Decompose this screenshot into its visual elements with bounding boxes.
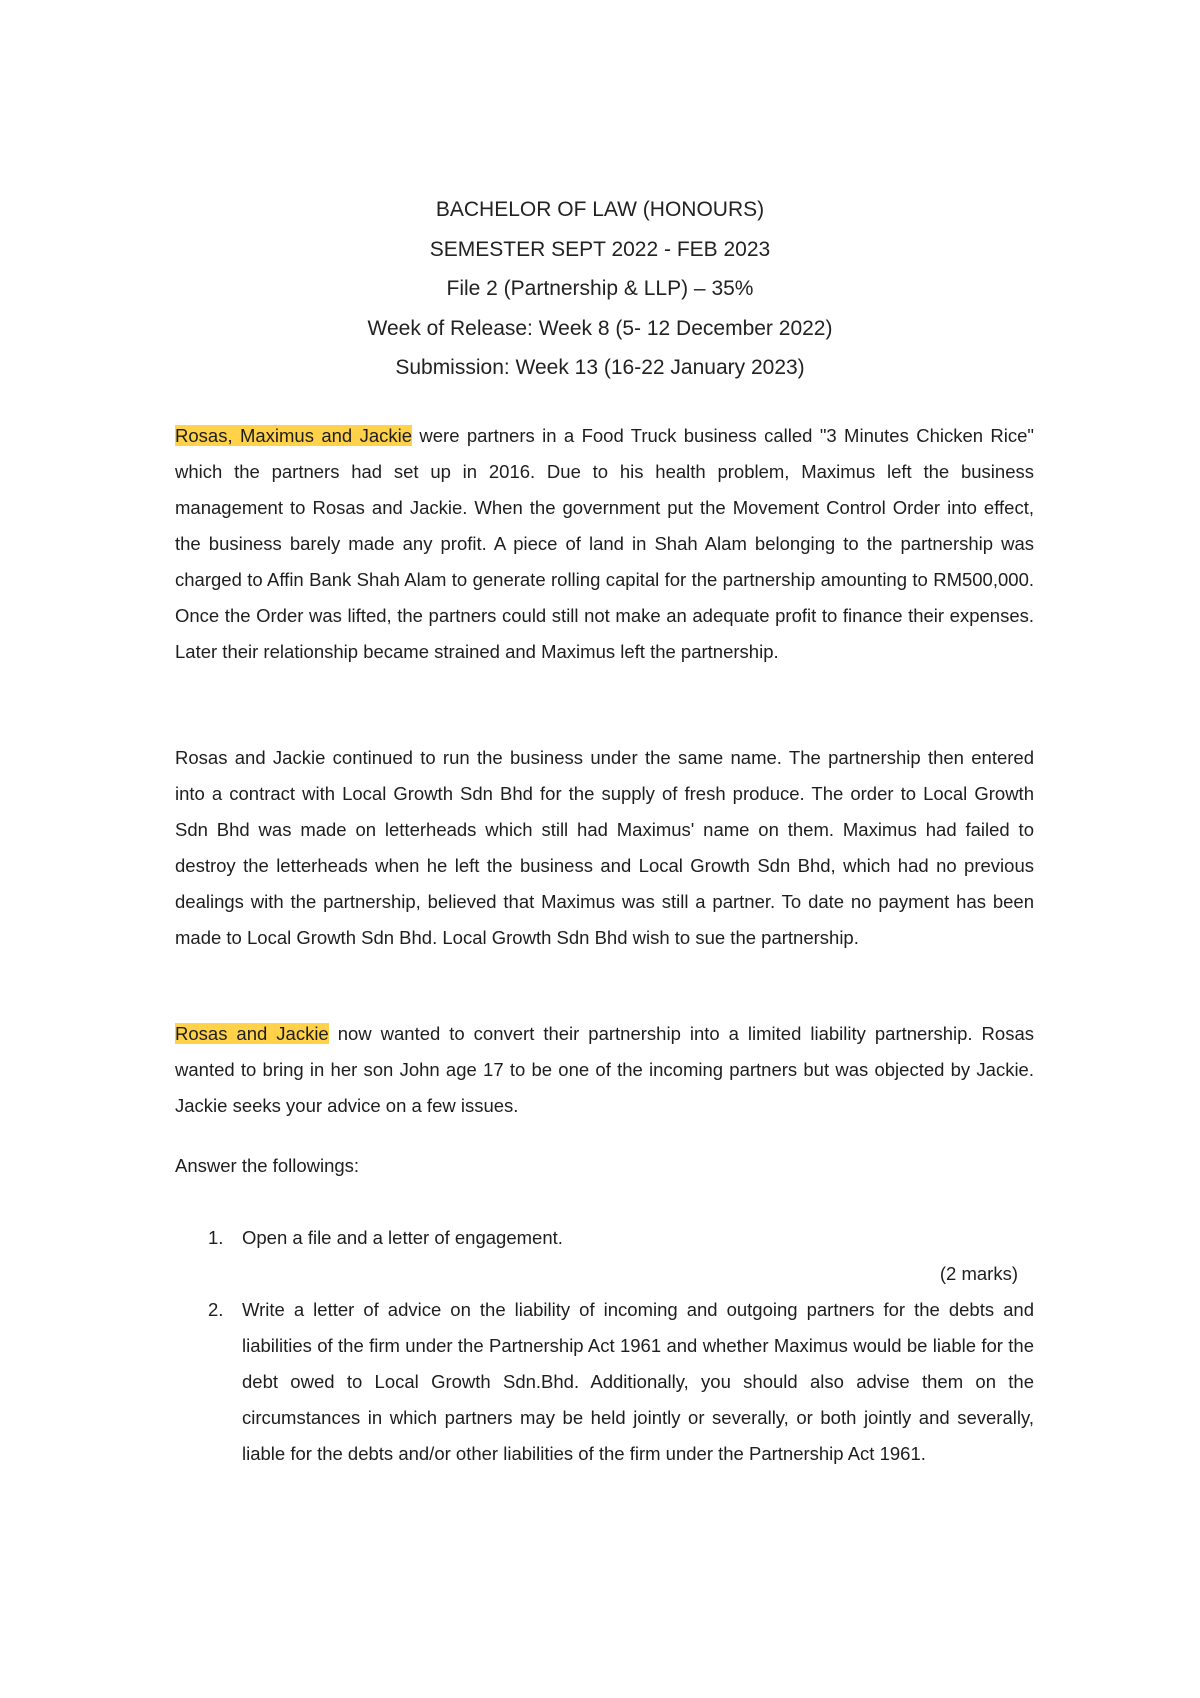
programme-title: BACHELOR OF LAW (HONOURS): [435, 198, 765, 221]
release-week: Week of Release: Week 8 (5- 12 December 2022): [367, 316, 833, 340]
semester-line: SEMESTER SEPT 2022 - FEB 2023: [429, 237, 771, 261]
question-number: 1.: [208, 1227, 224, 1248]
question-marks: (2 marks): [939, 1263, 1018, 1284]
question-text: Open a file and a letter of engagement.: [242, 1227, 563, 1248]
highlighted-partners-names: Rosas, Maximus and Jackie: [175, 425, 413, 446]
question-item: [175, 1292, 1034, 1472]
paragraph-1-text: were partners in a Food Truck business called "3 Minutes Chicken Rice" which the partners had set up in 2016. Due to his health problem, Maximus left the business management to Rosas and Jackie. When the government put the Movement Control Order into effect, the business barely made any profit. A piece of land in Shah Alam belonging to the partnership was charged to Affin Bank Shah Alam to generate rolling capital for the partnership amounting to RM500,000. Once the Order was lifted, the partners could still not make an adequate profit to finance their expenses. Later their relationship became strained and Maximus left the partnership.: [175, 425, 1034, 662]
question-marks-row: [175, 1256, 1034, 1292]
question-item: [175, 1220, 1034, 1256]
instructions-line: Answer the followings:: [175, 1155, 360, 1176]
highlighted-remaining-partners: Rosas and Jackie: [175, 1023, 329, 1044]
document-header: [0, 190, 1200, 388]
question-number: 2.: [208, 1299, 224, 1320]
scenario-paragraph-1: [175, 418, 1034, 670]
file-title: File 2 (Partnership & LLP) – 35%: [446, 277, 754, 300]
submission-week: Submission: Week 13 (16-22 January 2023): [395, 356, 805, 379]
question-text: Write a letter of advice on the liability of incoming and outgoing partners for the debts and liabilities of the firm under the Partnership Act 1961 and whether Maximus would be liable for the debt owed to Local Growth Sdn.Bhd. Additionally, you should also advise them on the circumstances in which partners may be held jointly or severally, or both jointly and severally, liable for the debts and/or other liabilities of the firm under the Partnership Act 1961.: [242, 1299, 1034, 1464]
scenario-paragraph-3: [175, 1016, 1034, 1124]
paragraph-3-text: now wanted to convert their partnership into a limited liability partnership. Rosas wanted to bring in her son John age 17 to be one of the incoming partners but was objected by Jackie. Jackie seeks your advice on a few issues.: [175, 1023, 1034, 1116]
scenario-paragraph-2: Rosas and Jackie continued to run the business under the same name. The partnership then entered into a contract with Local Growth Sdn Bhd for the supply of fresh produce. The order to Local Growth Sdn Bhd was made on letterheads which still had Maximus' name on them. Maximus had failed to destroy the letterheads when he left the business and Local Growth Sdn Bhd, which had no previous dealings with the partnership, believed that Maximus was still a partner. To date no payment has been made to Local Growth Sdn Bhd. Local Growth Sdn Bhd wish to sue the partnership.: [175, 747, 1034, 948]
